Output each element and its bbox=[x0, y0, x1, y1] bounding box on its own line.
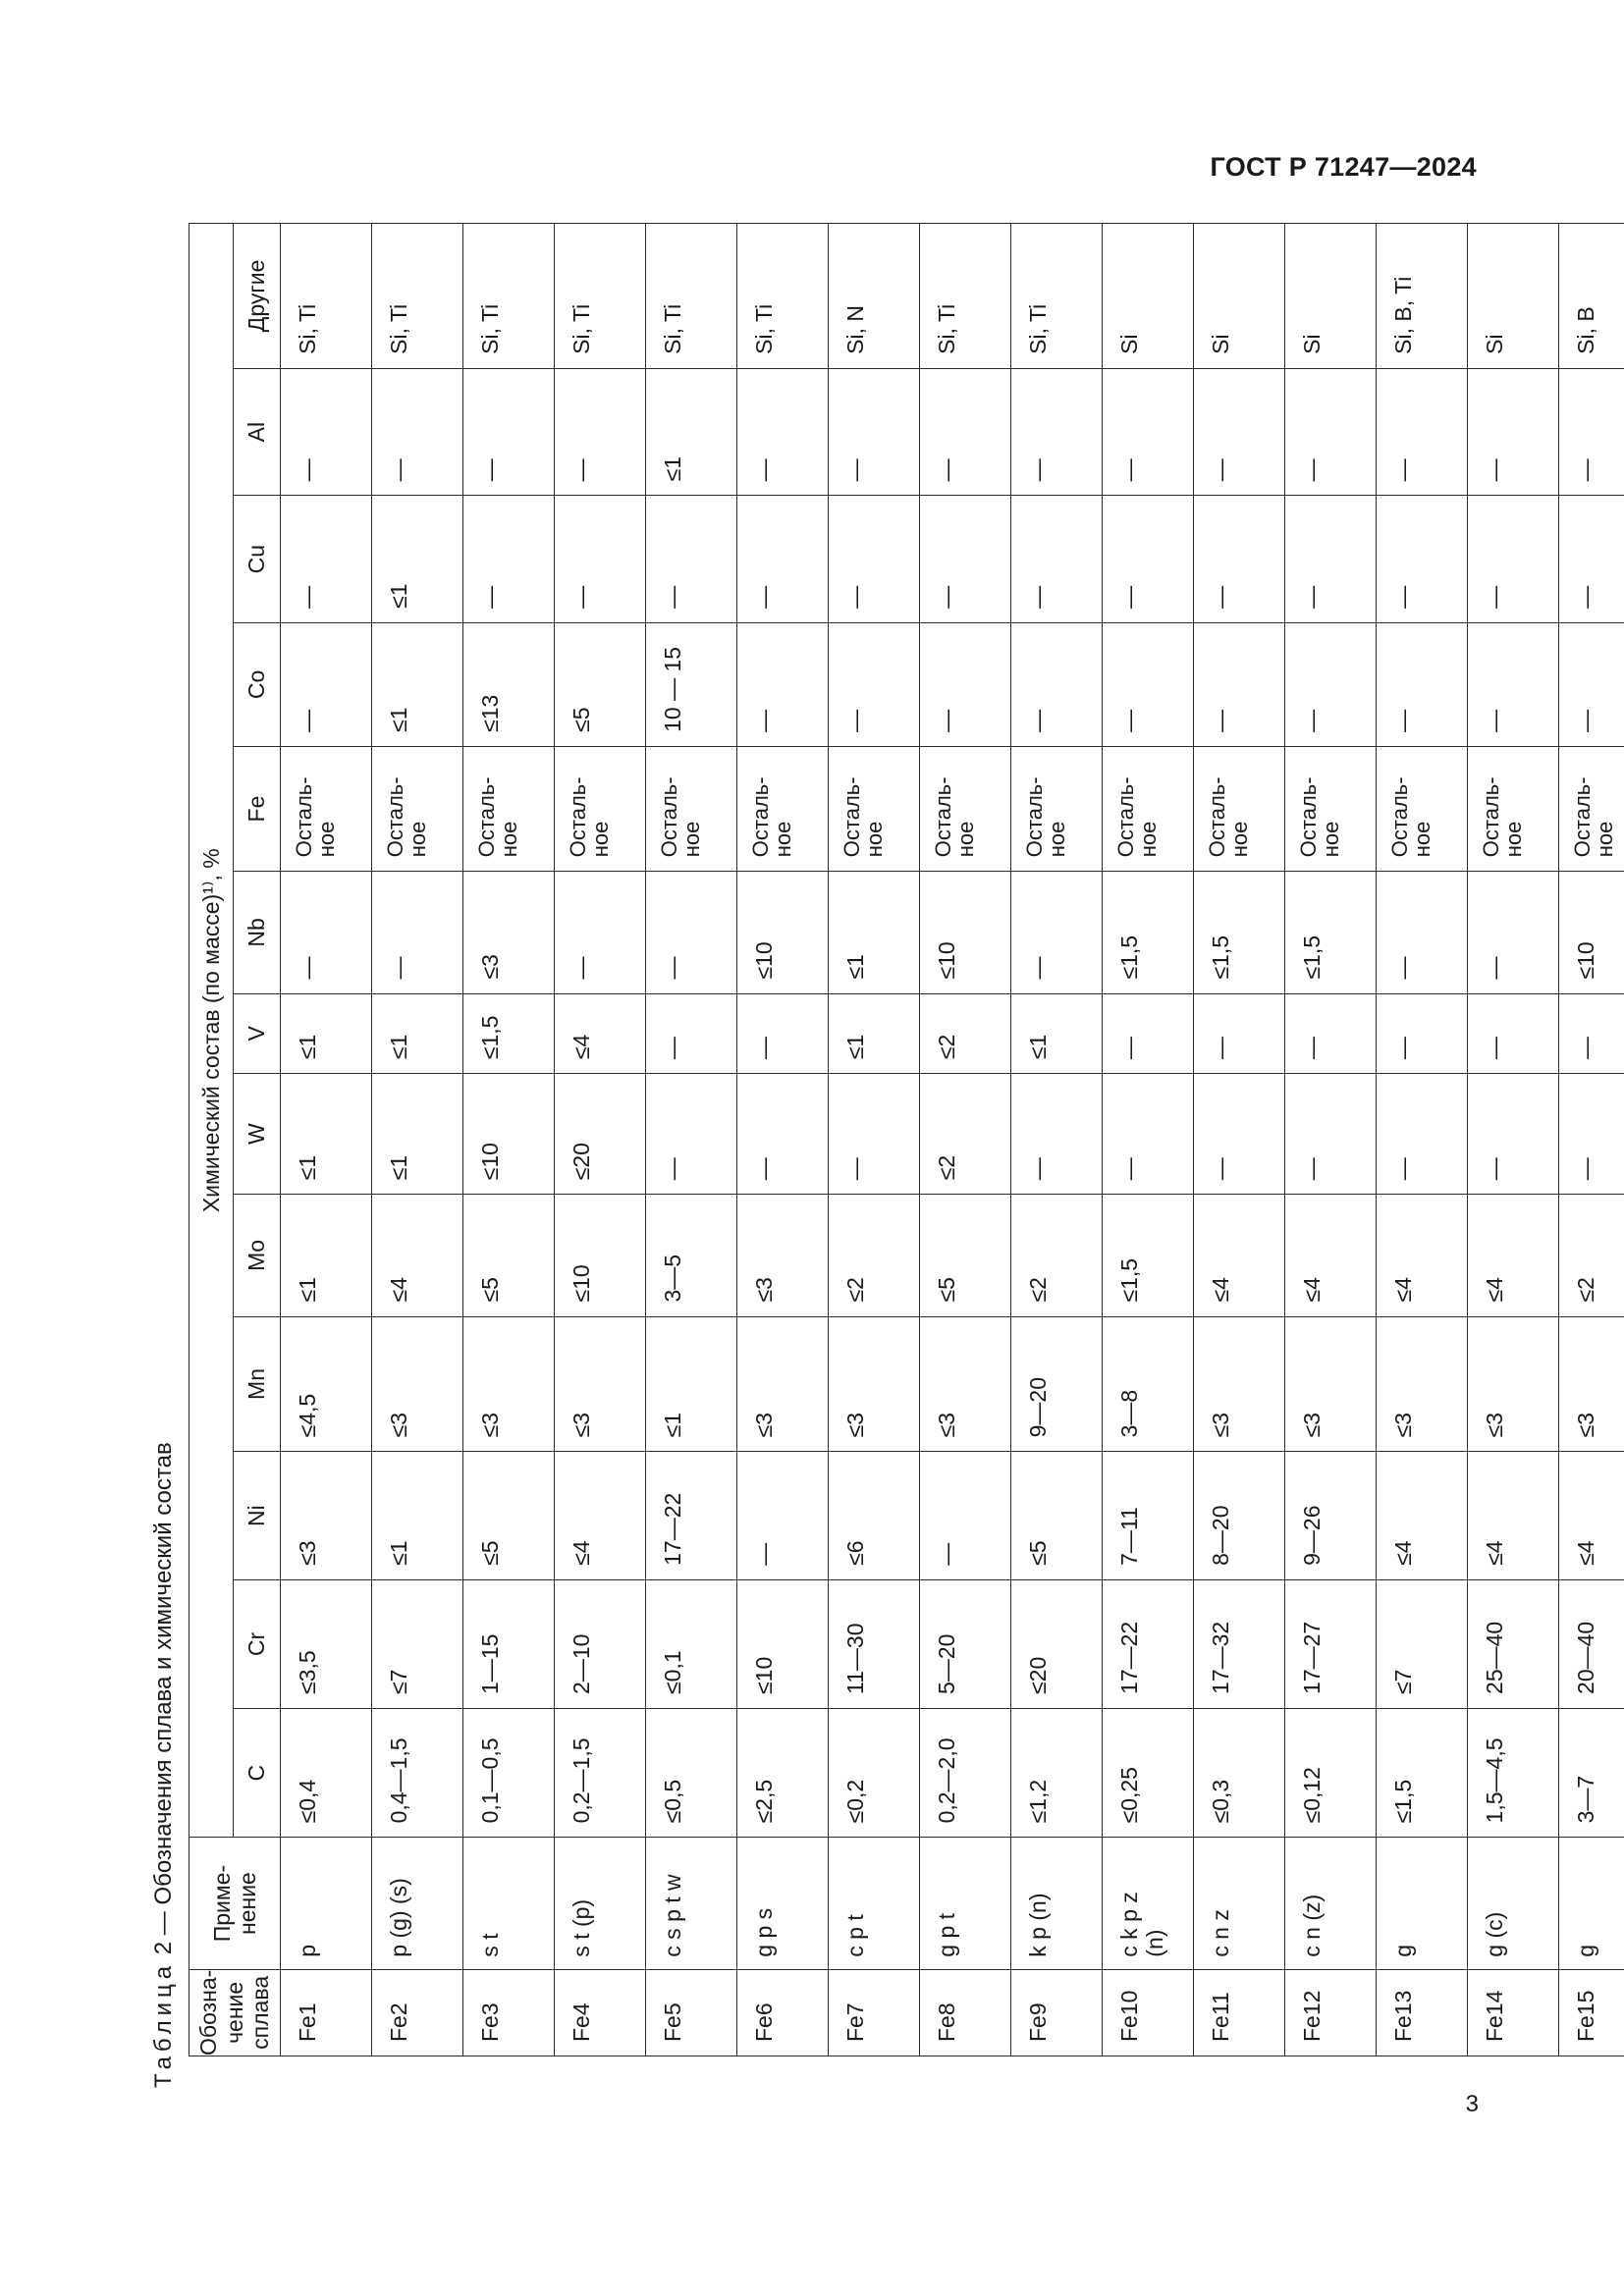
table-row bbox=[1103, 224, 1194, 2056]
cell-mo: ≤4 bbox=[1285, 1195, 1377, 1316]
cell-mo: ≤5 bbox=[920, 1195, 1011, 1316]
table-row bbox=[920, 224, 1011, 2056]
cell-w: — bbox=[1377, 1074, 1468, 1195]
table-body bbox=[281, 224, 1624, 2056]
cell-other: Si bbox=[1285, 224, 1377, 369]
cell-ni: 7—11 bbox=[1103, 1452, 1194, 1580]
cell-designation: Fe8 bbox=[920, 1969, 1011, 2056]
cell-fe: Осталь- ное bbox=[555, 746, 646, 871]
table-row bbox=[555, 224, 646, 2056]
cell-other: Si, Ti bbox=[920, 224, 1011, 369]
cell-ni: ≤4 bbox=[1559, 1452, 1624, 1580]
cell-mo: ≤5 bbox=[463, 1195, 555, 1316]
cell-c: ≤1,2 bbox=[1011, 1708, 1103, 1837]
table-row bbox=[372, 224, 463, 2056]
cell-mo: ≤3 bbox=[737, 1195, 829, 1316]
cell-v: — bbox=[1194, 993, 1285, 1074]
cell-nb: ≤1,5 bbox=[1285, 872, 1377, 993]
cell-al: — bbox=[1103, 368, 1194, 496]
header-cu: Cu bbox=[234, 496, 281, 623]
cell-v: — bbox=[737, 993, 829, 1074]
cell-fe: Осталь- ное bbox=[1194, 746, 1285, 871]
cell-cr: 5—20 bbox=[920, 1579, 1011, 1708]
cell-ni: 17—22 bbox=[646, 1452, 737, 1580]
cell-fe: Осталь- ное bbox=[1377, 746, 1468, 871]
table-row bbox=[281, 224, 372, 2056]
cell-designation: Fe12 bbox=[1285, 1969, 1377, 2056]
header-c: C bbox=[234, 1708, 281, 1837]
cell-v: ≤1 bbox=[372, 993, 463, 1074]
cell-cr: ≤7 bbox=[372, 1579, 463, 1708]
cell-mo: ≤2 bbox=[1559, 1195, 1624, 1316]
cell-cr: ≤20 bbox=[1011, 1579, 1103, 1708]
cell-cu: — bbox=[920, 496, 1011, 623]
table-row bbox=[1285, 224, 1377, 2056]
header-chemical-composition: Химический состав (по массе)¹⁾, % bbox=[189, 224, 234, 1838]
cell-ni: — bbox=[737, 1452, 829, 1580]
cell-w: — bbox=[646, 1074, 737, 1195]
page-number: 3 bbox=[1465, 2091, 1479, 2117]
cell-v: ≤4 bbox=[555, 993, 646, 1074]
cell-w: ≤20 bbox=[555, 1074, 646, 1195]
cell-ni: ≤3 bbox=[281, 1452, 372, 1580]
cell-other: Si, Ti bbox=[463, 224, 555, 369]
cell-ni: ≤1 bbox=[372, 1452, 463, 1580]
cell-co: 10 — 15 bbox=[646, 622, 737, 746]
cell-al: — bbox=[1559, 368, 1624, 496]
cell-co: ≤13 bbox=[463, 622, 555, 746]
cell-co: — bbox=[737, 622, 829, 746]
cell-mo: ≤4 bbox=[1194, 1195, 1285, 1316]
header-v: V bbox=[234, 993, 281, 1074]
table-caption-title: 2 — Обозначения сплава и химический состав bbox=[150, 1442, 177, 1961]
cell-ni: ≤5 bbox=[463, 1452, 555, 1580]
cell-w: — bbox=[1103, 1074, 1194, 1195]
cell-w: ≤10 bbox=[463, 1074, 555, 1195]
header-application: Приме- нение bbox=[189, 1838, 281, 1969]
cell-c: 3—7 bbox=[1559, 1708, 1624, 1837]
header-w: W bbox=[234, 1074, 281, 1195]
cell-cr: 20—40 bbox=[1559, 1579, 1624, 1708]
cell-cr: ≤0,1 bbox=[646, 1579, 737, 1708]
cell-other: Si bbox=[1468, 224, 1559, 369]
header-mn: Mn bbox=[234, 1316, 281, 1452]
cell-c: 1,5—4,5 bbox=[1468, 1708, 1559, 1837]
rotated-table-block bbox=[145, 223, 1618, 2088]
cell-fe: Осталь- ное bbox=[372, 746, 463, 871]
cell-co: — bbox=[1011, 622, 1103, 746]
cell-cu: — bbox=[1194, 496, 1285, 623]
cell-application: c k p z (n) bbox=[1103, 1838, 1194, 1969]
cell-cr: 17—32 bbox=[1194, 1579, 1285, 1708]
cell-v: — bbox=[1103, 993, 1194, 1074]
table-row bbox=[463, 224, 555, 2056]
cell-cr: ≤10 bbox=[737, 1579, 829, 1708]
cell-cr: 17—22 bbox=[1103, 1579, 1194, 1708]
cell-c: ≤0,5 bbox=[646, 1708, 737, 1837]
cell-co: — bbox=[1377, 622, 1468, 746]
cell-application: p bbox=[281, 1838, 372, 1969]
cell-nb: ≤10 bbox=[920, 872, 1011, 993]
cell-mn: 3—8 bbox=[1103, 1316, 1194, 1452]
cell-co: — bbox=[829, 622, 920, 746]
cell-cr: ≤3,5 bbox=[281, 1579, 372, 1708]
cell-co: — bbox=[920, 622, 1011, 746]
cell-co: — bbox=[1468, 622, 1559, 746]
cell-other: Si, Ti bbox=[1011, 224, 1103, 369]
cell-cu: — bbox=[281, 496, 372, 623]
cell-mn: ≤3 bbox=[1468, 1316, 1559, 1452]
cell-nb: ≤1 bbox=[829, 872, 920, 993]
cell-ni: ≤6 bbox=[829, 1452, 920, 1580]
cell-other: Si, B bbox=[1559, 224, 1624, 369]
cell-w: — bbox=[1011, 1074, 1103, 1195]
cell-mo: ≤10 bbox=[555, 1195, 646, 1316]
cell-cu: — bbox=[646, 496, 737, 623]
cell-application: c p t bbox=[829, 1838, 920, 1969]
cell-application: g bbox=[1377, 1838, 1468, 1969]
cell-mn: 9—20 bbox=[1011, 1316, 1103, 1452]
cell-other: Si, Ti bbox=[646, 224, 737, 369]
cell-al: — bbox=[281, 368, 372, 496]
cell-mo: ≤4 bbox=[1468, 1195, 1559, 1316]
cell-v: ≤1,5 bbox=[463, 993, 555, 1074]
cell-fe: Осталь- ное bbox=[829, 746, 920, 871]
cell-co: — bbox=[1194, 622, 1285, 746]
header-mo: Mo bbox=[234, 1195, 281, 1316]
cell-mo: ≤2 bbox=[1011, 1195, 1103, 1316]
cell-al: — bbox=[372, 368, 463, 496]
cell-al: — bbox=[555, 368, 646, 496]
cell-fe: Осталь- ное bbox=[1103, 746, 1194, 871]
cell-mo: ≤4 bbox=[372, 1195, 463, 1316]
cell-mn: ≤3 bbox=[920, 1316, 1011, 1452]
cell-application: c n (z) bbox=[1285, 1838, 1377, 1969]
cell-ni: ≤5 bbox=[1011, 1452, 1103, 1580]
cell-co: — bbox=[281, 622, 372, 746]
cell-designation: Fe2 bbox=[372, 1969, 463, 2056]
cell-designation: Fe5 bbox=[646, 1969, 737, 2056]
cell-nb: — bbox=[372, 872, 463, 993]
cell-designation: Fe13 bbox=[1377, 1969, 1468, 2056]
cell-nb: ≤1,5 bbox=[1194, 872, 1285, 993]
table-row bbox=[1468, 224, 1559, 2056]
cell-mn: ≤3 bbox=[1559, 1316, 1624, 1452]
cell-other: Si, Ti bbox=[555, 224, 646, 369]
cell-application: s t bbox=[463, 1838, 555, 1969]
cell-co: — bbox=[1559, 622, 1624, 746]
cell-nb: ≤3 bbox=[463, 872, 555, 993]
cell-w: ≤1 bbox=[372, 1074, 463, 1195]
header-other: Другие bbox=[234, 224, 281, 369]
cell-ni: ≤4 bbox=[1377, 1452, 1468, 1580]
cell-fe: Осталь- ное bbox=[1285, 746, 1377, 871]
cell-ni: 9—26 bbox=[1285, 1452, 1377, 1580]
cell-mn: ≤3 bbox=[1285, 1316, 1377, 1452]
table-caption bbox=[145, 1442, 183, 2088]
cell-v: ≤2 bbox=[920, 993, 1011, 1074]
cell-other: Si, B, Ti bbox=[1377, 224, 1468, 369]
cell-designation: Fe14 bbox=[1468, 1969, 1559, 2056]
cell-c: 0,4—1,5 bbox=[372, 1708, 463, 1837]
cell-designation: Fe15 bbox=[1559, 1969, 1624, 2056]
cell-other: Si bbox=[1194, 224, 1285, 369]
cell-cu: — bbox=[463, 496, 555, 623]
header-fe: Fe bbox=[234, 746, 281, 871]
header-cr: Cr bbox=[234, 1579, 281, 1708]
cell-cu: — bbox=[1468, 496, 1559, 623]
header-ni: Ni bbox=[234, 1452, 281, 1580]
cell-c: 0,2—2,0 bbox=[920, 1708, 1011, 1837]
cell-al: — bbox=[920, 368, 1011, 496]
cell-w: ≤1 bbox=[281, 1074, 372, 1195]
alloy-composition-table bbox=[189, 223, 1624, 2056]
cell-c: ≤2,5 bbox=[737, 1708, 829, 1837]
cell-mn: ≤4,5 bbox=[281, 1316, 372, 1452]
cell-v: ≤1 bbox=[281, 993, 372, 1074]
cell-designation: Fe4 bbox=[555, 1969, 646, 2056]
cell-mn: ≤3 bbox=[372, 1316, 463, 1452]
cell-application: g p t bbox=[920, 1838, 1011, 1969]
cell-c: ≤0,12 bbox=[1285, 1708, 1377, 1837]
table-row bbox=[829, 224, 920, 2056]
cell-nb: — bbox=[281, 872, 372, 993]
cell-mo: ≤1,5 bbox=[1103, 1195, 1194, 1316]
cell-w: — bbox=[1468, 1074, 1559, 1195]
table-row bbox=[737, 224, 829, 2056]
cell-cr: 25—40 bbox=[1468, 1579, 1559, 1708]
cell-ni: ≤4 bbox=[555, 1452, 646, 1580]
cell-application: c n z bbox=[1194, 1838, 1285, 1969]
cell-nb: ≤10 bbox=[1559, 872, 1624, 993]
cell-nb: — bbox=[646, 872, 737, 993]
cell-v: — bbox=[1285, 993, 1377, 1074]
cell-fe: Осталь- ное bbox=[463, 746, 555, 871]
cell-mn: ≤3 bbox=[1377, 1316, 1468, 1452]
table-caption-prefix: Таблица bbox=[150, 1960, 177, 2088]
cell-cu: — bbox=[829, 496, 920, 623]
cell-al: — bbox=[1194, 368, 1285, 496]
cell-other: Si, Ti bbox=[372, 224, 463, 369]
cell-mn: ≤3 bbox=[1194, 1316, 1285, 1452]
cell-nb: — bbox=[1377, 872, 1468, 993]
cell-application: p (g) (s) bbox=[372, 1838, 463, 1969]
header-al: Al bbox=[234, 368, 281, 496]
cell-w: ≤2 bbox=[920, 1074, 1011, 1195]
header-designation: Обозна- чение сплава bbox=[189, 1969, 281, 2056]
cell-al: — bbox=[463, 368, 555, 496]
cell-designation: Fe9 bbox=[1011, 1969, 1103, 2056]
cell-c: 0,1—0,5 bbox=[463, 1708, 555, 1837]
cell-application: s t (p) bbox=[555, 1838, 646, 1969]
cell-w: — bbox=[829, 1074, 920, 1195]
cell-application: g p s bbox=[737, 1838, 829, 1969]
cell-c: ≤0,2 bbox=[829, 1708, 920, 1837]
cell-mn: ≤3 bbox=[555, 1316, 646, 1452]
cell-application: g bbox=[1559, 1838, 1624, 1969]
cell-cu: — bbox=[555, 496, 646, 623]
cell-v: — bbox=[646, 993, 737, 1074]
cell-mo: 3—5 bbox=[646, 1195, 737, 1316]
cell-ni: 8—20 bbox=[1194, 1452, 1285, 1580]
cell-al: — bbox=[1377, 368, 1468, 496]
cell-application: k p (n) bbox=[1011, 1838, 1103, 1969]
cell-c: 0,2—1,5 bbox=[555, 1708, 646, 1837]
cell-mo: ≤2 bbox=[829, 1195, 920, 1316]
cell-fe: Осталь- ное bbox=[737, 746, 829, 871]
cell-nb: — bbox=[1011, 872, 1103, 993]
cell-fe: Осталь- ное bbox=[920, 746, 1011, 871]
cell-cr: 2—10 bbox=[555, 1579, 646, 1708]
table-row bbox=[1194, 224, 1285, 2056]
cell-fe: Осталь- ное bbox=[1468, 746, 1559, 871]
cell-designation: Fe6 bbox=[737, 1969, 829, 2056]
cell-fe: Осталь- ное bbox=[1011, 746, 1103, 871]
cell-other: Si bbox=[1103, 224, 1194, 369]
cell-v: ≤1 bbox=[829, 993, 920, 1074]
cell-designation: Fe10 bbox=[1103, 1969, 1194, 2056]
header-nb: Nb bbox=[234, 872, 281, 993]
cell-mo: ≤1 bbox=[281, 1195, 372, 1316]
table-row bbox=[1377, 224, 1468, 2056]
table-row bbox=[646, 224, 737, 2056]
cell-cr: 11—30 bbox=[829, 1579, 920, 1708]
cell-co: — bbox=[1285, 622, 1377, 746]
cell-other: Si, Ti bbox=[737, 224, 829, 369]
cell-fe: Осталь- ное bbox=[1559, 746, 1624, 871]
cell-cu: — bbox=[737, 496, 829, 623]
cell-mn: ≤1 bbox=[646, 1316, 737, 1452]
cell-fe: Осталь- ное bbox=[646, 746, 737, 871]
cell-v: — bbox=[1559, 993, 1624, 1074]
cell-cu: ≤1 bbox=[372, 496, 463, 623]
table-row bbox=[1559, 224, 1624, 2056]
cell-designation: Fe7 bbox=[829, 1969, 920, 2056]
cell-cr: ≤7 bbox=[1377, 1579, 1468, 1708]
cell-mo: ≤4 bbox=[1377, 1195, 1468, 1316]
cell-c: ≤0,3 bbox=[1194, 1708, 1285, 1837]
cell-ni: — bbox=[920, 1452, 1011, 1580]
table-row bbox=[1011, 224, 1103, 2056]
cell-w: — bbox=[737, 1074, 829, 1195]
cell-w: — bbox=[1194, 1074, 1285, 1195]
cell-co: — bbox=[1103, 622, 1194, 746]
cell-mn: ≤3 bbox=[829, 1316, 920, 1452]
cell-application: g (c) bbox=[1468, 1838, 1559, 1969]
cell-cu: — bbox=[1285, 496, 1377, 623]
cell-nb: — bbox=[1468, 872, 1559, 993]
cell-c: ≤1,5 bbox=[1377, 1708, 1468, 1837]
cell-al: — bbox=[829, 368, 920, 496]
cell-al: — bbox=[1468, 368, 1559, 496]
cell-fe: Осталь- ное bbox=[281, 746, 372, 871]
cell-cu: — bbox=[1103, 496, 1194, 623]
header-co: Co bbox=[234, 622, 281, 746]
cell-v: — bbox=[1468, 993, 1559, 1074]
cell-nb: — bbox=[555, 872, 646, 993]
cell-al: — bbox=[1285, 368, 1377, 496]
cell-mn: ≤3 bbox=[737, 1316, 829, 1452]
cell-v: — bbox=[1377, 993, 1468, 1074]
cell-cr: 1—15 bbox=[463, 1579, 555, 1708]
cell-cu: — bbox=[1559, 496, 1624, 623]
cell-c: ≤0,25 bbox=[1103, 1708, 1194, 1837]
cell-c: ≤0,4 bbox=[281, 1708, 372, 1837]
cell-al: — bbox=[737, 368, 829, 496]
cell-v: ≤1 bbox=[1011, 993, 1103, 1074]
cell-co: ≤5 bbox=[555, 622, 646, 746]
cell-cu: — bbox=[1011, 496, 1103, 623]
cell-cu: — bbox=[1377, 496, 1468, 623]
cell-al: — bbox=[1011, 368, 1103, 496]
cell-nb: ≤1,5 bbox=[1103, 872, 1194, 993]
standard-code: ГОСТ Р 71247—2024 bbox=[1210, 152, 1477, 182]
cell-w: — bbox=[1285, 1074, 1377, 1195]
cell-w: — bbox=[1559, 1074, 1624, 1195]
cell-designation: Fe11 bbox=[1194, 1969, 1285, 2056]
cell-co: ≤1 bbox=[372, 622, 463, 746]
cell-other: Si, Ti bbox=[281, 224, 372, 369]
cell-other: Si, N bbox=[829, 224, 920, 369]
cell-nb: ≤10 bbox=[737, 872, 829, 993]
cell-al: ≤1 bbox=[646, 368, 737, 496]
cell-mn: ≤3 bbox=[463, 1316, 555, 1452]
cell-designation: Fe1 bbox=[281, 1969, 372, 2056]
cell-designation: Fe3 bbox=[463, 1969, 555, 2056]
cell-cr: 17—27 bbox=[1285, 1579, 1377, 1708]
cell-ni: ≤4 bbox=[1468, 1452, 1559, 1580]
cell-application: c s p t w bbox=[646, 1838, 737, 1969]
